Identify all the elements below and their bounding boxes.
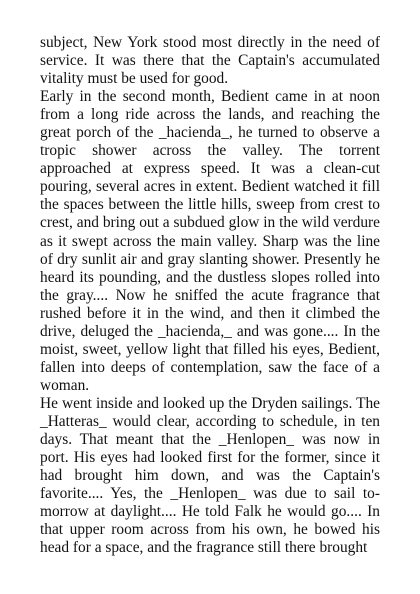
paragraph-dryden-sailings: He went inside and looked up the Dryden sailings. The _Hatteras_ would clear, according to schedule, in ten days. That meant that the _Henlopen_ was now in port. His eyes had looked first for the former, since it had brought him down, and was the Captain's favorite.... Yes, the _Henlopen_ was due to sail to-morrow at daylight.... He told Falk he would go.... In that upper room across from his own, he bowed his head for a space, and the fragrance still there brought <box>40 394 380 557</box>
paragraph-tropic-shower: Early in the second month, Bedient came in at noon from a long ride across the lands, and reaching the great porch of the _hacienda_, he turned to observe a tropic shower across the valley. The torrent approached at express speed. It was a clean-cut pouring, several acres in extent. Bedient watched it fill the spaces between the little hills, sweep from crest to crest, and bring out a subdued glow in the wild verdure as it swept across the main valley. Sharp was the line of dry sunlit air and gray slanting shower. Presently he heard its pounding, and the dustless slopes rolled into the gray.... Now he sniffed the acute fragrance that rushed before it in the wind, and then it climbed the drive, deluged the _hacienda,_ and was gone.... In the moist, sweet, yellow light that filled his eyes, Bedient, fallen into deeps of contemplation, saw the face of a woman. <box>40 88 380 394</box>
book-page-text <box>40 34 380 557</box>
paragraph-continuation: subject, New York stood most directly in the need of service. It was there that the Captain's accumulated vitality must be used for good. <box>40 34 380 88</box>
